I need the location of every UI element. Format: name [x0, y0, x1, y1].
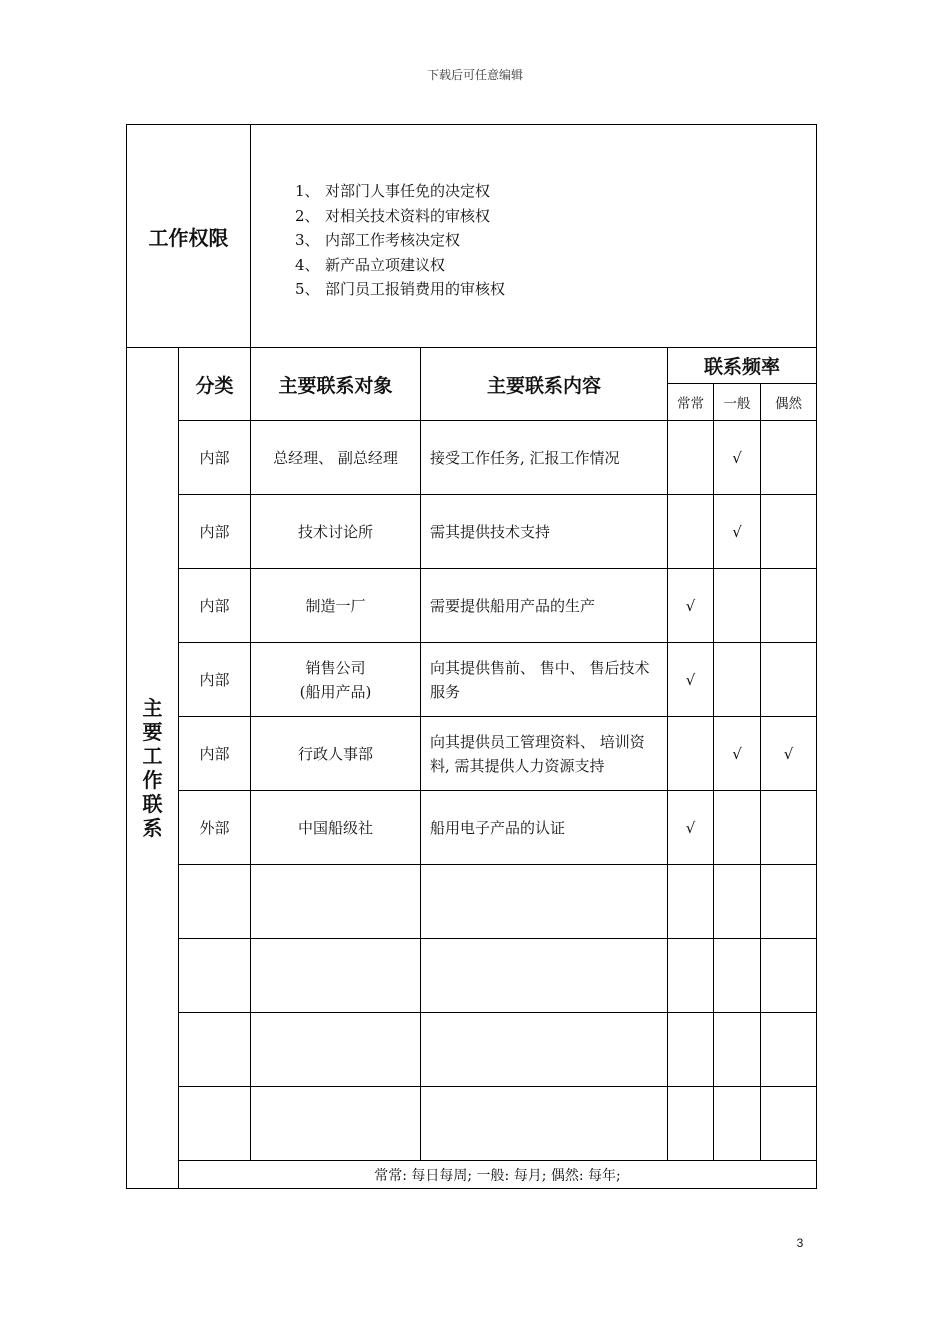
row-occasional: [761, 421, 817, 495]
page-number: 3: [796, 1236, 804, 1250]
row-normal: √: [714, 717, 761, 791]
table-row: [127, 717, 817, 791]
row-occasional: √: [761, 717, 817, 791]
header-normal: 一般: [723, 396, 751, 412]
row-occasional: [761, 495, 817, 569]
row-normal: [714, 791, 761, 865]
row-occasional: [761, 791, 817, 865]
row-content: 需其提供技术支持: [421, 495, 668, 569]
authority-title: 工作权限: [148, 225, 229, 250]
row-category: 内部: [179, 643, 251, 717]
authority-item: 2、 对相关技术资料的审核权: [295, 206, 491, 225]
row-content: 向其提供售前、 售中、 售后技术服务: [421, 643, 668, 717]
row-target: 制造一厂: [251, 569, 421, 643]
row-content: 需要提供船用产品的生产: [421, 569, 668, 643]
row-content: 向其提供员工管理资料、 培训资料, 需其提供人力资源支持: [421, 717, 668, 791]
table-row: [127, 791, 817, 865]
row-normal: √: [714, 421, 761, 495]
authority-item: 3、 内部工作考核决定权: [295, 231, 461, 249]
row-often: √: [668, 569, 714, 643]
row-category: 内部: [179, 421, 251, 495]
row-often: [668, 717, 714, 791]
row-target: 技术讨论所: [251, 495, 421, 569]
row-occasional: [761, 643, 817, 717]
row-target: 行政人事部: [251, 717, 421, 791]
header-target: 主要联系对象: [278, 374, 393, 397]
frequency-legend: 常常: 每日每周; 一般: 每月; 偶然: 每年;: [374, 1167, 621, 1184]
job-description-table: [126, 124, 817, 1189]
empty-row: [127, 865, 817, 939]
header-category: 分类: [195, 374, 234, 397]
table-row: [127, 495, 817, 569]
header-occasional: 偶然: [775, 396, 802, 412]
authority-list: [251, 125, 816, 302]
table-row: [127, 421, 817, 495]
table-row: [127, 643, 817, 717]
row-category: 内部: [179, 495, 251, 569]
contacts-title-cell: [127, 348, 179, 1189]
empty-row: [127, 1013, 817, 1087]
row-often: √: [668, 791, 714, 865]
contacts-title: 主要工作联系: [142, 696, 163, 840]
row-often: [668, 495, 714, 569]
row-normal: [714, 569, 761, 643]
table-row: [127, 569, 817, 643]
row-normal: [714, 643, 761, 717]
header-often: 常常: [677, 396, 704, 412]
header-content: 主要联系内容: [486, 374, 601, 397]
authority-item: 1、 对部门人事任免的决定权: [295, 182, 491, 200]
authority-content-cell: [251, 125, 817, 348]
empty-row: [127, 939, 817, 1013]
authority-row: [127, 125, 817, 348]
row-content: 接受工作任务, 汇报工作情况: [421, 421, 668, 495]
row-target: 销售公司 (船用产品): [251, 643, 421, 717]
header-frequency: 联系频率: [704, 356, 781, 378]
row-often: [668, 421, 714, 495]
row-target: 中国船级社: [251, 791, 421, 865]
row-often: √: [668, 643, 714, 717]
row-normal: √: [714, 495, 761, 569]
footer-row: [127, 1161, 817, 1189]
authority-title-cell: [127, 125, 251, 348]
row-category: 外部: [179, 791, 251, 865]
authority-item: 5、 部门员工报销费用的审核权: [295, 280, 506, 298]
authority-item: 4、 新产品立项建议权: [295, 255, 446, 274]
row-category: 内部: [179, 569, 251, 643]
row-occasional: [761, 569, 817, 643]
header-note: 下载后可任意编辑: [426, 68, 523, 82]
contacts-header-row: [127, 348, 817, 384]
row-content: 船用电子产品的认证: [421, 791, 668, 865]
row-target: 总经理、 副总经理: [251, 421, 421, 495]
empty-row: [127, 1087, 817, 1161]
row-category: 内部: [179, 717, 251, 791]
